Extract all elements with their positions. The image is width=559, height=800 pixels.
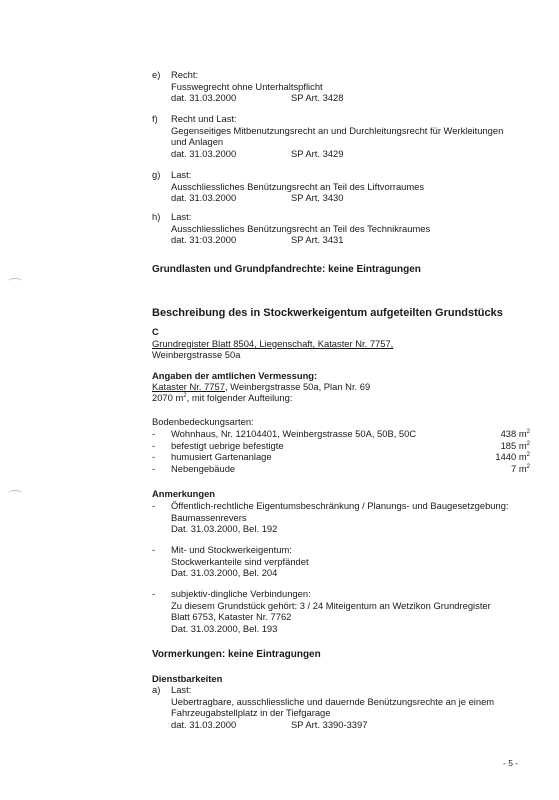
item-text: Ausschliessliches Benützungsrecht an Teil des Liftvorraumes	[171, 180, 425, 192]
dash: -	[152, 500, 156, 511]
area-value: 2070 m	[152, 392, 184, 403]
easement-item-h	[152, 211, 542, 246]
item-text: Uebertragbare, ausschliessliche und dauernde Benützungsrechte an je einem	[171, 695, 495, 707]
anmerkung-text: Zu diesem Grundstück gehört: 3 / 24 Miteigentum an Wetzikon Grundregister	[171, 599, 491, 611]
item-text: Gegenseitiges Mitbenutzungsrecht an und Durchleitungsrecht für Werkleitungen	[171, 124, 504, 136]
item-text: Ausschliessliches Benützungsrecht an Teil des Technikraumes	[171, 222, 431, 234]
item-letter: a)	[152, 684, 161, 695]
anmerkung-item-2	[152, 544, 542, 579]
kataster-link[interactable]: Kataster Nr. 7757	[152, 381, 225, 392]
item-type: Last:	[171, 211, 192, 222]
dienstbarkeiten-heading: Dienstbarkeiten	[152, 673, 223, 684]
item-date: dat. 31:03.2000	[171, 234, 237, 246]
item-text: und Anlagen	[171, 136, 224, 148]
grundregister-link[interactable]: Grundregister Blatt 8504, Liegenschaft, Kataster Nr. 7757,	[152, 338, 394, 349]
item-letter: e)	[152, 69, 161, 80]
boden-row	[152, 440, 530, 452]
item-date: dat. 31.03.2000	[171, 718, 237, 730]
item-text: Fahrzeugabstellplatz in der Tiefgarage	[171, 707, 331, 719]
anmerkung-item-1	[152, 500, 542, 535]
item-sp: SP Art. 3431	[291, 234, 344, 246]
item-sp: SP Art. 3428	[291, 92, 344, 104]
boden-row	[152, 451, 530, 463]
anmerkung-item-3	[152, 588, 542, 634]
boden-label: humusiert Gartenanlage	[171, 451, 272, 463]
anmerkung-text: Mit- und Stockwerkeigentum:	[171, 544, 292, 555]
item-letter: h)	[152, 211, 161, 222]
dienstbarkeit-item-a	[152, 684, 542, 730]
area-line	[152, 392, 292, 404]
boden-heading: Bodenbedeckungsarten:	[152, 416, 254, 427]
item-type: Recht und Last:	[171, 113, 237, 124]
area-rest: , mit folgender Aufteilung:	[186, 392, 293, 403]
margin-punch-mark-1	[8, 278, 22, 285]
easement-item-g	[152, 169, 542, 204]
anmerkung-text: Stockwerkanteile sind verpfändet	[171, 555, 309, 567]
boden-value: 438 $m^2$	[500, 428, 530, 439]
anmerkung-date: Dat. 31.03.2000, Bel. 204	[171, 567, 278, 579]
item-type: Last:	[171, 169, 192, 180]
dash: -	[152, 451, 156, 463]
easement-item-e	[152, 69, 542, 104]
dash: -	[152, 544, 156, 555]
dash: -	[152, 462, 156, 474]
item-sp: SP Art. 3430	[291, 192, 344, 204]
boden-value: 1440 $m^2$	[495, 451, 530, 463]
easement-item-f	[152, 113, 552, 159]
item-type: Recht:	[171, 69, 199, 80]
section-letter: C	[152, 326, 159, 337]
anmerkung-text: subjektiv-dingliche Verbindungen:	[171, 588, 311, 599]
item-text: Fusswegrecht ohne Unterhaltspflicht	[171, 80, 323, 92]
boden-label: befestigt uebrige befestigte	[171, 439, 284, 451]
dash: -	[152, 588, 156, 599]
boden-label: Wohnhaus, Nr. 12104401, Weinbergstrasse 50A, 50B, 50C	[171, 428, 417, 439]
item-sp: SP Art. 3390-3397	[291, 718, 368, 730]
item-sp: SP Art. 3429	[291, 147, 344, 159]
anmerkung-date: Dat. 31.03.2000, Bel. 192	[171, 523, 278, 535]
boden-row	[152, 463, 530, 475]
item-date: dat. 31.03.2000	[171, 92, 237, 104]
item-letter: g)	[152, 169, 161, 180]
anmerkung-text: Öffentlich-rechtliche Eigentumsbeschränkung / Planungs- und Baugesetzgebung:	[171, 500, 509, 511]
item-date: dat. 31.03.2000	[171, 192, 237, 204]
boden-value: 7 $m^2$	[511, 462, 530, 474]
page-number: - 5 -	[503, 758, 519, 768]
anmerkungen-heading: Anmerkungen	[152, 488, 216, 499]
anmerkung-text: Blatt 6753, Kataster Nr. 7762	[171, 611, 292, 623]
dash: -	[152, 428, 156, 439]
boden-row	[152, 428, 530, 440]
vermessung-line	[152, 381, 370, 393]
vermessung-heading: Angaben der amtlichen Vermessung:	[152, 370, 318, 381]
item-type: Last:	[171, 684, 192, 695]
item-date: dat. 31.03.2000	[171, 147, 237, 159]
grundlasten-line: Grundlasten und Grundpfandrechte: keine Eintragungen	[152, 264, 421, 275]
boden-list	[152, 428, 530, 474]
dash: -	[152, 439, 156, 451]
anmerkung-date: Dat. 31.03.2000, Bel. 193	[171, 622, 278, 634]
section-title: Beschreibung des in Stockwerkeigentum aufgeteilten Grundstücks	[152, 307, 503, 319]
item-letter: f)	[152, 113, 158, 124]
vormerkungen-line: Vormerkungen: keine Eintragungen	[152, 649, 321, 660]
vermessung-rest: , Weinbergstrasse 50a, Plan Nr. 69	[224, 381, 371, 392]
boden-value: 185 $m^2$	[500, 439, 530, 451]
area-sup: 2	[183, 393, 187, 399]
anmerkung-text: Baumassenrevers	[171, 511, 247, 523]
street-address: Weinbergstrasse 50a	[152, 349, 241, 360]
margin-punch-mark-2	[8, 490, 22, 497]
boden-label: Nebengebäude	[171, 462, 236, 474]
